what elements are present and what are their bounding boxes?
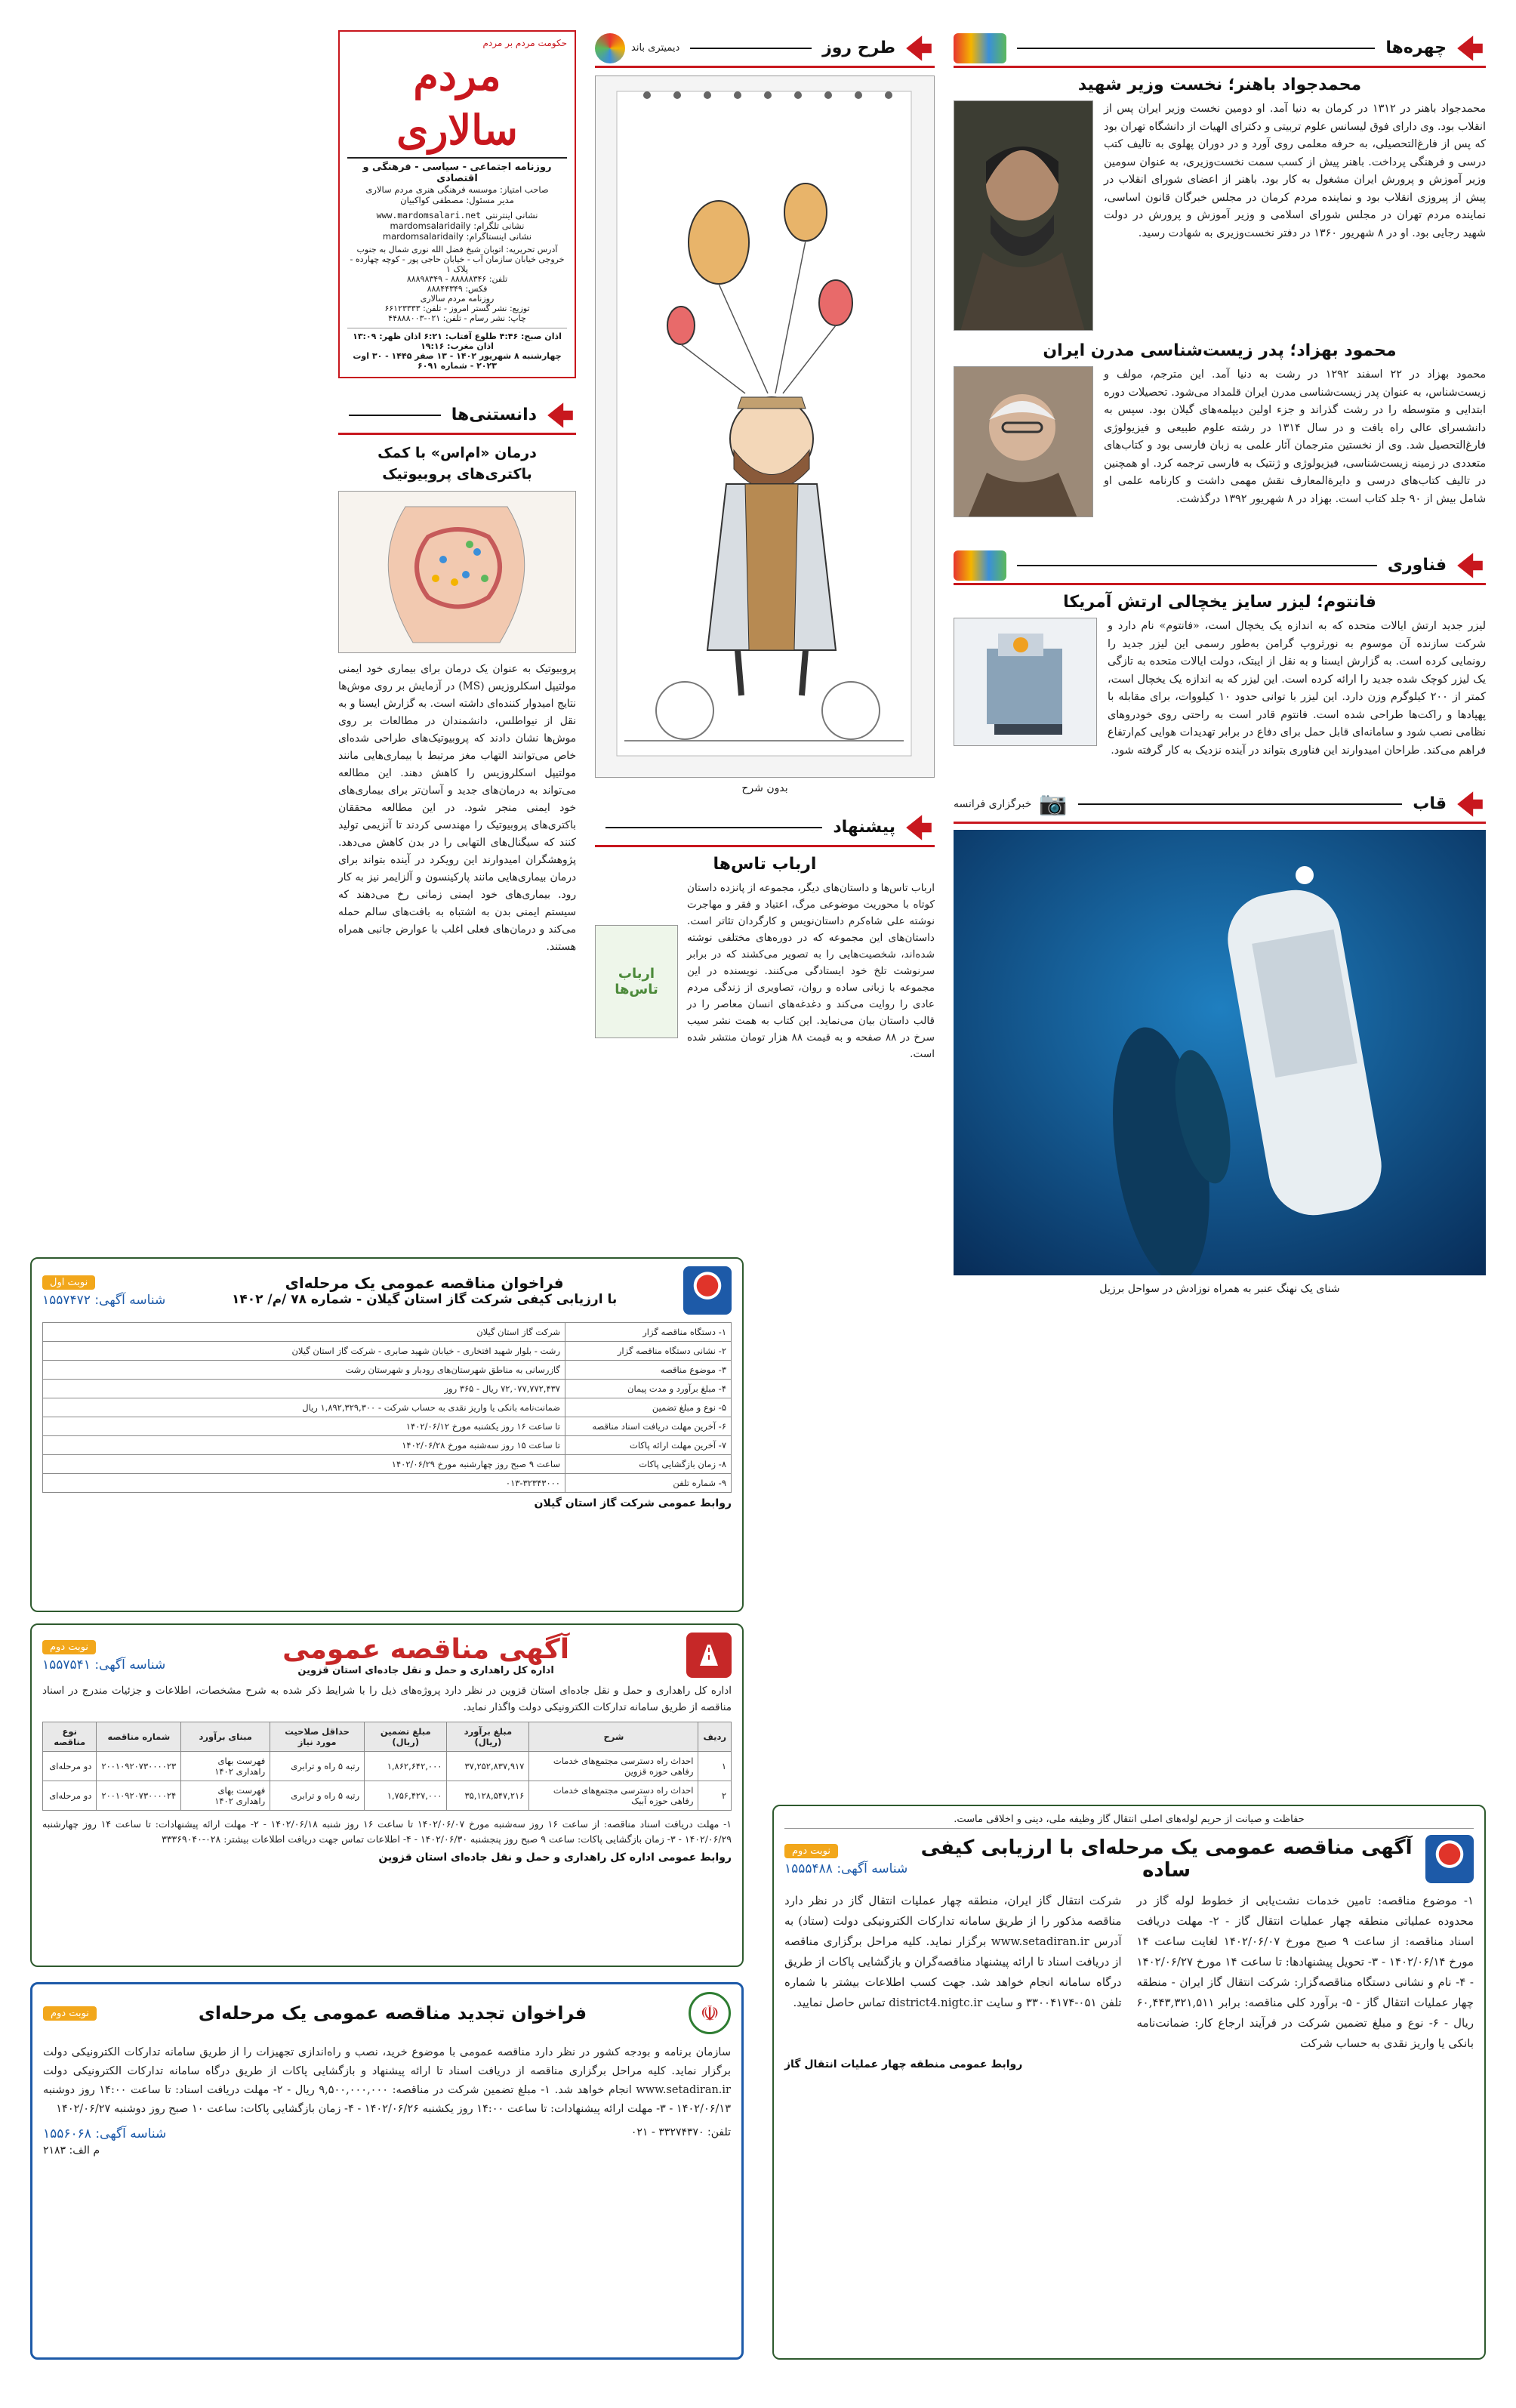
- ad-gas4-badge: نوبت دوم: [784, 1844, 838, 1858]
- table-cell: رتبه ۵ راه و ترابری: [270, 1752, 365, 1781]
- tech-title: فانتوم؛ لیزر سایز یخچالی ارتش آمریکا: [1063, 593, 1376, 612]
- table-cell: ۱,۸۶۲,۶۴۲,۰۰۰: [365, 1752, 447, 1781]
- ad-gas4-header: حفاظت و صیانت از حریم لوله‌های اصلی انتقال گاز وظیفه ملی، دینی و اخلاقی ماست.: [784, 1814, 1474, 1829]
- table-cell: دو مرحله‌ای: [43, 1781, 97, 1811]
- table-header-cell: نوع مناقصه: [43, 1722, 97, 1752]
- left-column: [338, 30, 576, 956]
- masthead-site[interactable]: www.mardomsalari.net: [376, 210, 482, 220]
- table-cell: فهرست بهای راهداری ۱۴۰۲: [181, 1752, 270, 1781]
- ad-gas4-title: آگهی مناقصه عمومی یک مرحله‌ای با ارزیابی کیفی ساده: [920, 1836, 1413, 1882]
- knowledge-body: پروبیوتیک به عنوان یک درمان برای بیماری خود ایمنی مولتیپل اسکلروزیس (MS) در آزمایش بر روی موش‌ها نتایج امیدوار کننده‌ای داشته است. به گزارش ایسنا و به نقل از نیواطلس، دانشمندان در مطالعات بر روی موش‌ها نشان دادند که پروبیوتیک‌های طراحی شده‌ای خاص می‌توانند التهاب مغز مرتبط با بیماری‌هایی مانند مولتیپل اسکلروزیس را کاهش دهند. این مطالعه می‌تواند به درمان‌های جدید و آسان‌تر برای بیماری‌های خود ایمنی منجر شود. در این مطالعه محققان باکتری‌های پروبیوتیک را مهندسی کردند تا آنزیمی تولید کنند که سیگنال‌های التهابی را در بدن کاهش می‌دهد. پژوهشگران امیدوارند این رویکرد در آینده بتواند برای درمان بیماری‌هایی مانند پارکینسون و آلزایمر نیز به کار رود. بیماری‌های خود ایمنی زمانی رخ می‌دهند که سیستم ایمنی بدن به اشتباه به بافت‌های سالم حمله می‌کند و درمان‌های فعلی اغلب با عوارض جانبی همراه هستند.: [338, 663, 576, 953]
- road-admin-logo-icon: [686, 1633, 732, 1678]
- table-row-label: ۴- مبلغ برآورد و مدت پیمان: [565, 1380, 732, 1398]
- table-row-label: ۵- نوع و مبلغ تضمین: [565, 1398, 732, 1417]
- table-row-value: رشت - بلوار شهید افتخاری - خیابان شهید صابری - شرکت گاز استان گیلان: [43, 1342, 565, 1361]
- masthead: [338, 30, 576, 378]
- knowledge-label: [451, 399, 576, 431]
- knowledge-title: درمان «ام‌اس» با کمک باکتری‌های پروبیوتیک: [377, 445, 537, 483]
- table-row-value: ۰۱۳-۳۲۳۴۳۰۰۰: [43, 1474, 565, 1493]
- table-row-value: ساعت ۹ صبح روز چهارشنبه مورخ ۱۴۰۲/۰۶/۲۹: [43, 1455, 565, 1474]
- ad-road-notes: ۱- مهلت دریافت اسناد مناقصه: از ساعت ۱۶ روز سه‌شنبه مورخ ۱۴۰۲/۰۶/۰۷ تا ساعت ۱۶ روز شنبه ۱۴۰۲/۰۶/۱۸ - ۲- مهلت ارائه پیشنهادات: تا ساعت ۱۴ روز چهارشنبه ۱۴۰۲/۰۶/۲۹ - ۳- زمان بازگشایی پاکات: ساعت ۹ صبح روز پنجشنبه ۱۴۰۲/۰۶/۳۰ - ۴- اطلاعات تماس جهت دریافت اطلاعات بیشتر: ۰۲۸-۳۳۳۶۹۰۴۰: [42, 1818, 732, 1845]
- table-cell: احداث راه دسترسی مجتمع‌های خدمات رفاهی حوزه آبیک: [529, 1781, 698, 1811]
- faces-label-text: چهره‌ها: [1385, 39, 1447, 57]
- design-label: [822, 32, 935, 64]
- suggestion-title: ارباب تاس‌ها: [713, 855, 817, 874]
- table-cell: رتبه ۵ راه و ترابری: [270, 1781, 365, 1811]
- masthead-license: صاحب امتیاز: موسسه فرهنگی هنری مردم سالاری: [365, 184, 549, 195]
- ad-gas-guilan-footer: روابط عمومی شرکت گاز استان گیلان: [534, 1497, 732, 1509]
- cartoon: [595, 76, 935, 778]
- table-row-label: ۱- دستگاه مناقصه گزار: [565, 1323, 732, 1342]
- table-cell: فهرست بهای راهداری ۱۴۰۲: [181, 1781, 270, 1811]
- knowledge-label-text: دانستنی‌ها: [451, 405, 537, 424]
- red-arrow-icon: [1454, 32, 1486, 64]
- behzad-title: محمود بهزاد؛ پدر زیست‌شناسی مدرن ایران: [1043, 341, 1397, 360]
- ad-gas-guilan-subtitle: با ارزیابی کیفی شرکت گاز استان گیلان - شماره ۷۸ /م/ ۱۴۰۲: [231, 1292, 618, 1307]
- ad-road-badge: نوبت دوم: [42, 1640, 96, 1654]
- table-cell: ۳۷,۲۵۲,۸۳۷,۹۱۷: [447, 1752, 529, 1781]
- ad-road-table: [42, 1722, 732, 1811]
- red-arrow-icon: [544, 399, 576, 431]
- faces-deco-icon: [954, 33, 1006, 63]
- bahonar-body: محمدجواد باهنر در ۱۳۱۲ در کرمان به دنیا آمد. او دومین نخست وزیر ایران پس از انقلاب بود. وی دارای فوق لیسانس علوم تربیتی و دکترای الهیات از دانشگاه تهران بود که پس از فارغ‌التحصیلی، به حرفه معلمی روی آورد و در دوران پهلوی به تالیف کتب درسی و فرهنگی پرداخت. باهنر پیش از کسب سمت نخست‌وزیری، به عنوان سومین وزیر آموزش و پرورش ایران مشغول به کار بود. باهنر از اعضای شورای انقلاب در پیش از پیروزی انقلاب بود و نماینده مردم کرمان در مجلس خبرگان قانون اساسی، نماینده مردم تهران در مجلس شورای اسلامی و وزیر آموزش و پرورش در دولت شهید رجایی بود. او در ۸ شهریور ۱۳۶۰ در دفتر نخست‌وزیری به شهادت رسید.: [1104, 103, 1487, 239]
- tech-deco-icon: [954, 550, 1006, 581]
- frame-label-text: قاب: [1413, 794, 1447, 813]
- masthead-azan: اذان صبح: ۴:۴۶ طلوع آفتاب: ۶:۲۱ اذان ظهر: ۱۳:۰۹ اذان مغرب: ۱۹:۱۶: [347, 328, 567, 351]
- photographer: خبرگزاری فرانسه: [954, 797, 1032, 810]
- knowledge-section-header: [338, 397, 576, 435]
- ad-renewal-contact: تلفن: ۳۳۲۷۴۳۷۰ - ۰۲۱: [630, 2126, 731, 2138]
- ad-road-intro: اداره کل راهداری و حمل و نقل جاده‌ای استان قزوین در نظر دارد پروژه‌های ذیل را با شرایط ذکر شده به شرح مشخصات، اطلاعات و جزئیات مندرج در اسناد مناقصه از طریق سامانه تدارکات الکترونیکی دولت واگذار نماید.: [42, 1685, 732, 1713]
- book-cover: [595, 925, 678, 1038]
- ad-gas-guilan-ident: شناسه آگهی: ۱۵۵۷۴۷۲: [42, 1292, 166, 1308]
- gas-transmission-logo-icon: [1425, 1835, 1474, 1883]
- table-row-label: ۲- نشانی دستگاه مناقصه گزار: [565, 1342, 732, 1361]
- ad-road-ident: شناسه آگهی: ۱۵۵۷۵۴۱: [42, 1657, 166, 1673]
- tech-label-text: فناوری: [1387, 556, 1447, 575]
- ad-renewal-badge: نوبت دوم: [43, 2006, 97, 2021]
- table-row-label: ۸- زمان بازگشایی پاکات: [565, 1455, 732, 1474]
- table-row: [43, 1474, 732, 1493]
- table-row: [43, 1361, 732, 1380]
- faces-label: [1385, 32, 1486, 64]
- ad-renewal-ident: شناسه آگهی: ۱۵۵۶۰۶۸: [43, 2126, 167, 2141]
- masthead-print: روزنامه مردم سالاری: [420, 294, 495, 304]
- design-section-header: [595, 30, 935, 68]
- ad-road-footer: روابط عمومی اداره کل راهداری و حمل و نقل جاده‌ای استان قزوین: [378, 1851, 732, 1864]
- suggestion-label-text: پیشنهاد: [833, 818, 895, 837]
- whale-caption: شنای یک نهنگ عنبر به همراه نوزادش در سواحل برزیل: [1099, 1283, 1340, 1295]
- suggestion-body: ارباب تاس‌ها و داستان‌های دیگر، مجموعه از پانزده داستان کوتاه با محوریت موضوعی مرگ، اعتیاد و فقر و مهاجرت نوشته علی شاه‌کرم داستان‌نویس و کارگردان تئاتر است. داستان‌های این مجموعه که در دوره‌های مختلفی نوشته شده‌اند، شخصیت‌هایی را به تصویر می‌کشند که در برابر سرنوشت تلخ خود ایستادگی می‌کنند. نویسنده در این مجموعه با زبانی ساده و روان، تصاویری از زندگی مردم عادی را روایت می‌کند و دغدغه‌های انسان معاصر را در قالب داستان بیان می‌نماید. این کتاب به همت نشر سیب سرخ در ۸۸ صفحه و به قیمت ۸۸ هزار تومان منتشر شده است.: [687, 882, 935, 1060]
- middle-column: [595, 30, 935, 1062]
- red-arrow-icon: [1454, 788, 1486, 820]
- table-cell: ۱,۷۵۶,۴۲۷,۰۰۰: [365, 1781, 447, 1811]
- table-row: [43, 1380, 732, 1398]
- masthead-site-label: نشانی اینترنتی: [485, 210, 538, 220]
- probiotic-illustration: [338, 491, 576, 653]
- ad-renewal-text: سازمان برنامه و بودجه کشور در نظر دارد مناقصه عمومی با موضوع خرید، نصب و راه‌اندازی تجهیزات را از طریق سامانه تدارکات الکترونیکی دولت برگزار نماید. کلیه مراحل برگزاری مناقصه از دریافت اسناد تا ارائه پیشنهاد و بازگشایی پاکات از طریق درگاه سامانه تدارکات الکترونیکی دولت www.setadiran.ir انجام خواهد شد. ۱- مبلغ تضمین شرکت در مناقصه: ۹,۵۰۰,۰۰۰,۰۰۰ ریال - ۲- مهلت دریافت اسناد: تا ساعت ۱۴:۰۰ روز دوشنبه ۱۴۰۲/۰۶/۱۳ - ۳- مهلت ارائه پیشنهادات: تا ساعت ۱۴:۰۰ روز یکشنبه ۱۴۰۲/۰۶/۲۶ - ۴- زمان بازگشایی پاکات: ساعت ۱۰ صبح روز دوشنبه ۱۴۰۲/۰۶/۲۷: [43, 2046, 731, 2115]
- table-row: [43, 1752, 732, 1781]
- bahonar-portrait: [954, 100, 1093, 331]
- table-header-cell: شرح: [529, 1722, 698, 1752]
- red-arrow-icon: [903, 32, 935, 64]
- ad-gas4-left-text: شرکت انتقال گاز ایران، منطقه چهار عملیات انتقال گاز در نظر دارد مناقصه مذکور را از طریق سامانه تدارکات الکترونیکی دولت (ستاد) به آدرس www.setadiran.ir برگزار نماید. کلیه مراحل برگزاری مناقصه از دریافت اسناد تا ارائه پیشنهاد مناقصه‌گران و بازگشایی پاکات از طریق درگاه سامانه انجام خواهد شد. جهت کسب اطلاعات بیشتر با شماره تلفن ۰۵۱-۳۳۰۰۴۱۷۴ و سایت district4.nigtc.ir تماس حاصل نمایید.: [784, 1894, 1122, 2009]
- ad-renewal-code: م الف: ۲۱۸۳: [43, 2144, 100, 2157]
- masthead-director: مدیر مسئول: مصطفی کواکبیان: [400, 195, 514, 205]
- table-row: [43, 1436, 732, 1455]
- red-arrow-icon: [903, 812, 935, 843]
- ad-renewal: [30, 1982, 744, 2360]
- ad-road-title: آگهی مناقصه عمومی: [282, 1634, 570, 1665]
- masthead-date: چهارشنبه ۸ شهریور ۱۴۰۲ - ۱۳ صفر ۱۴۴۵ - ۳۰ اوت ۲۰۲۳ - شماره ۶۰۹۱: [353, 351, 562, 371]
- masthead-fax: فکس: ۸۸۸۴۴۳۴۹: [427, 284, 488, 294]
- ad-gas4-footer: روابط عمومی منطقه چهار عملیات انتقال گاز: [784, 2058, 1023, 2070]
- table-row-label: ۷- آخرین مهلت ارائه پاکات: [565, 1436, 732, 1455]
- gas-company-logo-icon: [683, 1266, 732, 1315]
- ad-gas-guilan-title: فراخوان مناقصه عمومی یک مرحله‌ای: [285, 1274, 564, 1292]
- table-cell: ۱: [698, 1752, 732, 1781]
- design-label-text: طرح روز: [822, 39, 895, 57]
- table-row-value: ۷۲,۰۷۷,۷۷۲,۴۳۷ ریال - ۳۶۵ روز: [43, 1380, 565, 1398]
- laser-photo: [954, 618, 1097, 746]
- table-cell: ۳۵,۱۲۸,۵۴۷,۲۱۶: [447, 1781, 529, 1811]
- camera-icon: 📷: [1039, 791, 1068, 817]
- masthead-adverts: چاپ: نشر رسام - تلفن: ۰۲۱-۴۴۸۸۸۰۰۳: [388, 313, 526, 323]
- masthead-slogan: حکومت مردم بر مردم: [482, 38, 567, 48]
- ad-gas4-right-text: ۱- موضوع مناقصه: تامین خدمات نشت‌یابی از خطوط لوله گاز در محدوده عملیاتی منطقه چهار عملیات انتقال گاز - ۲- مهلت دریافت اسناد مناقصه: از ساعت ۹ صبح مورخ ۱۴۰۲/۰۶/۰۷ لغایت ساعت ۱۴ مورخ ۱۴۰۲/۰۶/۱۴ - ۳- تحویل پیشنهادها: تا ساعت ۱۴ مورخ ۱۴۰۲/۰۶/۲۷ - ۴- نام و نشانی دستگاه مناقصه‌گزار: شرکت انتقال گاز ایران - منطقه چهار عملیات انتقال گاز - ۵- برآورد کلی مناقصه: برابر ۶۰,۴۴۳,۳۲۱,۵۱۱ ریال - ۶- نوع و مبلغ تضمین شرکت در فرآیند ارجاع کار: ضمانت‌نامه بانکی یا واریز نقدی به حساب شرکت: [1136, 1894, 1474, 2050]
- frame-section-header: [954, 786, 1486, 824]
- masthead-phone: تلفن: ۸۸۸۸۸۳۴۶ - ۸۸۸۹۸۳۴۹: [406, 274, 508, 284]
- bahonar-title: محمدجواد باهنر؛ نخست وزیر شهید: [1077, 76, 1362, 94]
- masthead-telegram: نشانی تلگرام: mardomsalaridaily: [390, 220, 525, 231]
- table-cell: ۲: [698, 1781, 732, 1811]
- masthead-address: آدرس تحریریه: اتوبان شیخ فضل الله نوری شمال به جنوب خروجی خیابان سازمان آب - خیابان حاجی پور - کوچه چهارده - پلاک ۱: [350, 245, 565, 274]
- table-row-label: ۳- موضوع مناقصه: [565, 1361, 732, 1380]
- behzad-portrait: [954, 366, 1093, 517]
- right-column: [954, 30, 1486, 1295]
- table-row-value: تا ساعت ۱۶ روز یکشنبه مورخ ۱۴۰۲/۰۶/۱۲: [43, 1417, 565, 1436]
- ad-gas4-ident: شناسه آگهی: ۱۵۵۵۴۸۸: [784, 1861, 908, 1876]
- masthead-tagline: روزنامه اجتماعی - سیاسی - فرهنگی و اقتصادی: [347, 157, 567, 184]
- table-row: [43, 1781, 732, 1811]
- table-row: [43, 1342, 732, 1361]
- whale-photo: [954, 830, 1486, 1275]
- artist-name: دیمیتری باند: [631, 42, 680, 54]
- tech-label: [1388, 550, 1486, 581]
- table-header-cell: حداقل صلاحیت مورد نیاز: [270, 1722, 365, 1752]
- ad-road-org: اداره کل راهداری و حمل و نقل جاده‌ای استان قزوین: [297, 1665, 554, 1676]
- iran-emblem-icon: ☫: [689, 1992, 731, 2034]
- table-cell: ۲۰۰۱۰۹۲۰۷۳۰۰۰۰۲۳: [97, 1752, 181, 1781]
- table-row: [43, 1455, 732, 1474]
- table-row: [43, 1417, 732, 1436]
- ad-gas-guilan-table: [42, 1322, 732, 1493]
- table-header-cell: مبنای برآورد: [181, 1722, 270, 1752]
- frame-label: [1413, 788, 1486, 820]
- table-cell: احداث راه دسترسی مجتمع‌های خدمات رفاهی حوزه قزوین: [529, 1752, 698, 1781]
- table-row-value: تا ساعت ۱۵ روز سه‌شنبه مورخ ۱۴۰۲/۰۶/۲۸: [43, 1436, 565, 1455]
- ad-road: [30, 1623, 744, 1967]
- ad-gas-guilan-badge: نوبت اول: [42, 1275, 95, 1290]
- table-header-cell: مبلغ برآورد (ریال): [447, 1722, 529, 1752]
- ad-gas-guilan: [30, 1257, 744, 1612]
- table-header-cell: ردیف: [698, 1722, 732, 1752]
- cartoon-caption: بدون شرح: [741, 782, 788, 794]
- ad-renewal-title: فراخوان تجدید مناقصه عمومی یک مرحله‌ای: [198, 2003, 587, 2024]
- table-header-cell: شماره مناقصه: [97, 1722, 181, 1752]
- table-row-label: ۹- شماره تلفن: [565, 1474, 732, 1493]
- masthead-name: مردم سالاری: [396, 51, 518, 154]
- faces-section-header: [954, 30, 1486, 68]
- ad-gas4: [772, 1805, 1486, 2360]
- table-row-label: ۶- آخرین مهلت دریافت اسناد مناقصه: [565, 1417, 732, 1436]
- table-row: [43, 1398, 732, 1417]
- artist-badge-icon: [595, 33, 625, 63]
- table-row: [43, 1323, 732, 1342]
- table-cell: ۲۰۰۱۰۹۲۰۷۳۰۰۰۰۲۴: [97, 1781, 181, 1811]
- table-row-value: شرکت گاز استان گیلان: [43, 1323, 565, 1342]
- table-header-cell: مبلغ تضمین (ریال): [365, 1722, 447, 1752]
- suggestion-label: [833, 812, 935, 843]
- table-cell: دو مرحله‌ای: [43, 1752, 97, 1781]
- tech-section-header: [954, 547, 1486, 585]
- suggestion-section-header: [595, 809, 935, 847]
- table-row-value: ضمانت‌نامه بانکی یا واریز نقدی به حساب شرکت - ۱,۸۹۲,۳۲۹,۳۰۰ ریال: [43, 1398, 565, 1417]
- masthead-instagram: نشانی اینستاگرام: mardomsalaridaily: [382, 231, 532, 242]
- tech-body: لیزر جدید ارتش ایالات متحده که به اندازه یک یخچال است، «فانتوم» نام دارد و شرکت سازنده آن موسوم به نورثروپ گرامن به‌طور رسمی این لیزر جدید را رونمایی کرده است. به گزارش ایسنا و به نقل از ایبتک، دولت ایالات متحده به تازگی یک لیزر کوچک شده جدید را ارائه کرده است. این لیزر که به اندازه یک یخچال است، کمتر از ۲۰۰ کیلوگرم وزن دارد. این لیزر با توانی حدود ۱۰ کیلووات، برای مقابله با پهپادها و راکت‌ها طراحی شده است. فانتوم قادر است به راحتی روی خودروهای نظامی نصب شود و سامانه‌ای قابل حمل برای دفاع در برابر تهدیدات هوایی کم‌ارتفاع فراهم می‌کند. طراحان امیدوارند این فناوری بتواند در آینده نزدیک به کار گرفته شود.: [1108, 620, 1487, 757]
- table-row-value: گازرسانی به مناطق شهرستان‌های رودبار و شهرستان رشت: [43, 1361, 565, 1380]
- red-arrow-icon: [1454, 550, 1486, 581]
- book-cover-title: ارباب تاس‌ها: [615, 966, 658, 997]
- masthead-distribution: توزیع: نشر گستر امروز - تلفن: ۶۶۱۲۳۳۳۳: [384, 304, 530, 313]
- behzad-body: محمود بهزاد در ۲۲ اسفند ۱۲۹۲ در رشت به دنیا آمد. این مترجم، مولف و زیست‌شناس، به عنوان پدر زیست‌شناسی مدرن ایران قلمداد می‌شود. تحصیلات دوره ابتدایی و متوسطه را در رشت گذراند و جزء اولین دیپلمه‌های گیلان بود. سپس به دانشسرای عالی راه یافت و در سال ۱۳۱۴ در رشته علوم طبیعی و فیزیولوژی فارغ‌التحصیل شد. وی از نخستین مترجمان آثار علمی به زبان فارسی بود و کتاب‌های متعددی در زمینه زیست‌شناسی، فیزیولوژی و ژنتیک به فارسی ترجمه کرد. او همچنین در تالیف کتاب‌های درسی و دایرةالمعارف نقش مهمی داشت و کارنامه علمی او شامل بیش از ۹۰ جلد کتاب است. بهزاد در ۸ شهریور ۱۳۹۲ درگذشت.: [1104, 368, 1486, 505]
